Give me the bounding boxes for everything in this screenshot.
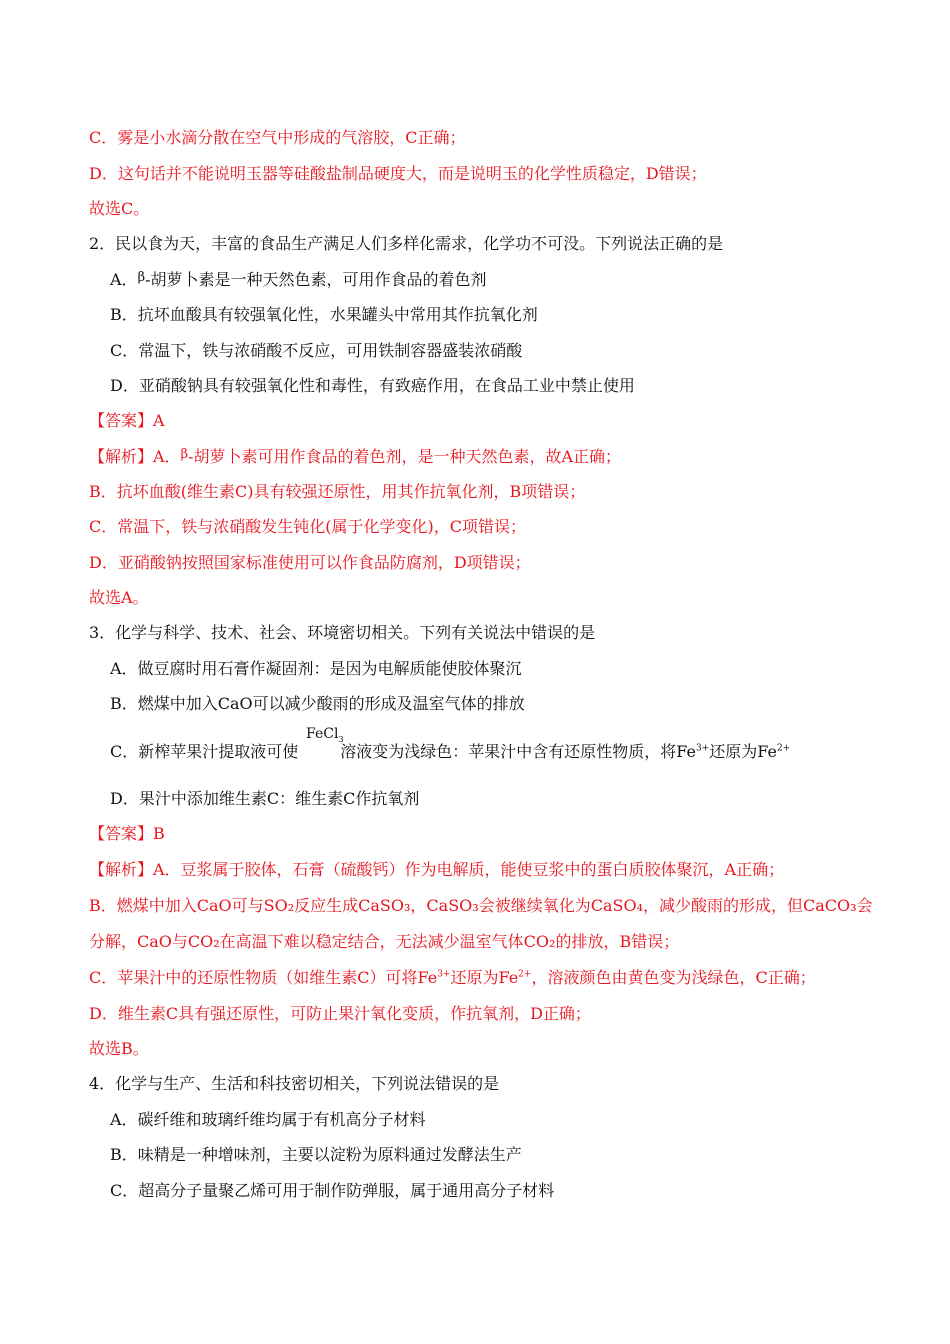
beta-symbol: β [180, 447, 189, 462]
prev-analysis-d: D．这句话并不能说明玉器等硅酸盐制品硬度大，而是说明玉的化学性质稳定，D错误； [89, 164, 707, 183]
q3-analysis-d: D．维生素C具有强还原性，可防止果汁氧化变质，作抗氧剂，D正确； [89, 1004, 591, 1023]
q2-option-c: C．常温下，铁与浓硝酸不反应，可用铁制容器盛装浓硝酸 [110, 341, 523, 360]
q2-analysis-a [89, 447, 621, 469]
fecl3-formula: FeCl$_3$ [306, 726, 344, 744]
q3-option-d: D．果汁中添加维生素C：维生素C作抗氧剂 [110, 789, 420, 808]
q2-option-d: D．亚硝酸钠具有较强氧化性和毒性，有致癌作用，在食品工业中禁止使用 [110, 376, 635, 395]
q3-answer: 【答案】B [89, 824, 165, 843]
q2-option-a [110, 270, 487, 292]
q3-option-b: B．燃煤中加入CaO可以减少酸雨的形成及温室气体的排放 [110, 694, 525, 713]
q3-analysis-a: 【解析】A．豆浆属于胶体，石膏（硫酸钙）作为电解质，能使豆浆中的蛋白质胶体聚沉，A正确； [89, 860, 785, 879]
q2-option-a-prefix: A． [110, 270, 138, 289]
q3-option-c: C．新榨苹果汁提取液可使 溶液变为浅绿色：苹果汁中含有还原性物质，将$Fe^{3+}$还原为$Fe^{2+}$ [110, 742, 791, 761]
q3-conclusion: 故选B。 [89, 1039, 149, 1058]
prev-conclusion: 故选C。 [89, 199, 150, 218]
q2-analysis-d: D．亚硝酸钠按照国家标准使用可以作食品防腐剂，D项错误； [89, 553, 531, 572]
q2-analysis-c: C．常温下，铁与浓硝酸发生钝化(属于化学变化)，C项错误； [89, 517, 526, 536]
q2-stem: 2．民以食为天，丰富的食品生产满足人们多样化需求，化学功不可没。下列说法正确的是 [89, 234, 724, 253]
q2-option-b: B．抗坏血酸具有较强氧化性，水果罐头中常用其作抗氧化剂 [110, 305, 538, 324]
q3-option-a: A．做豆腐时用石膏作凝固剂：是因为电解质能使胶体聚沉 [110, 659, 522, 678]
prev-analysis-c: C．雾是小水滴分散在空气中形成的气溶胶，C正确； [89, 128, 466, 147]
q4-option-b: B．味精是一种增味剂，主要以淀粉为原料通过发酵法生产 [110, 1145, 522, 1164]
q4-option-a: A．碳纤维和玻璃纤维均属于有机高分子材料 [110, 1110, 426, 1129]
q3-analysis-c: C．苹果汁中的还原性物质（如维生素C）可将$Fe^{3+}$还原为$Fe^{2+}$，溶液颜色由黄色变为浅绿色，C正确； [89, 968, 816, 987]
q3-analysis-b-line1: B．燃煤中加入CaO可与SO₂反应生成CaSO₃，CaSO₃会被继续氧化为CaSO₄，减少酸雨的形成，但CaCO₃会 [89, 896, 873, 915]
q3-stem: 3．化学与科学、技术、社会、环境密切相关。下列有关说法中错误的是 [89, 623, 596, 642]
q2-analysis-a-prefix: 【解析】A． [89, 447, 181, 466]
beta-symbol: β [137, 270, 146, 285]
q2-conclusion: 故选A。 [89, 588, 149, 607]
q3-analysis-b-line2: 分解，CaO与CO₂在高温下难以稳定结合，无法减少温室气体CO₂的排放，B错误； [89, 932, 680, 951]
q4-option-c: C．超高分子量聚乙烯可用于制作防弹服，属于通用高分子材料 [110, 1181, 555, 1200]
q2-answer: 【答案】A [89, 411, 165, 430]
q4-stem: 4．化学与生产、生活和科技密切相关，下列说法错误的是 [89, 1074, 500, 1093]
q2-analysis-a-text: -胡萝卜素可用作食品的着色剂，是一种天然色素，故A正确； [188, 447, 622, 466]
q2-option-a-text: -胡萝卜素是一种天然色素，可用作食品的着色剂 [145, 270, 487, 289]
q2-analysis-b: B．抗坏血酸(维生素C)具有较强还原性，用其作抗氧化剂，B项错误； [89, 482, 586, 501]
